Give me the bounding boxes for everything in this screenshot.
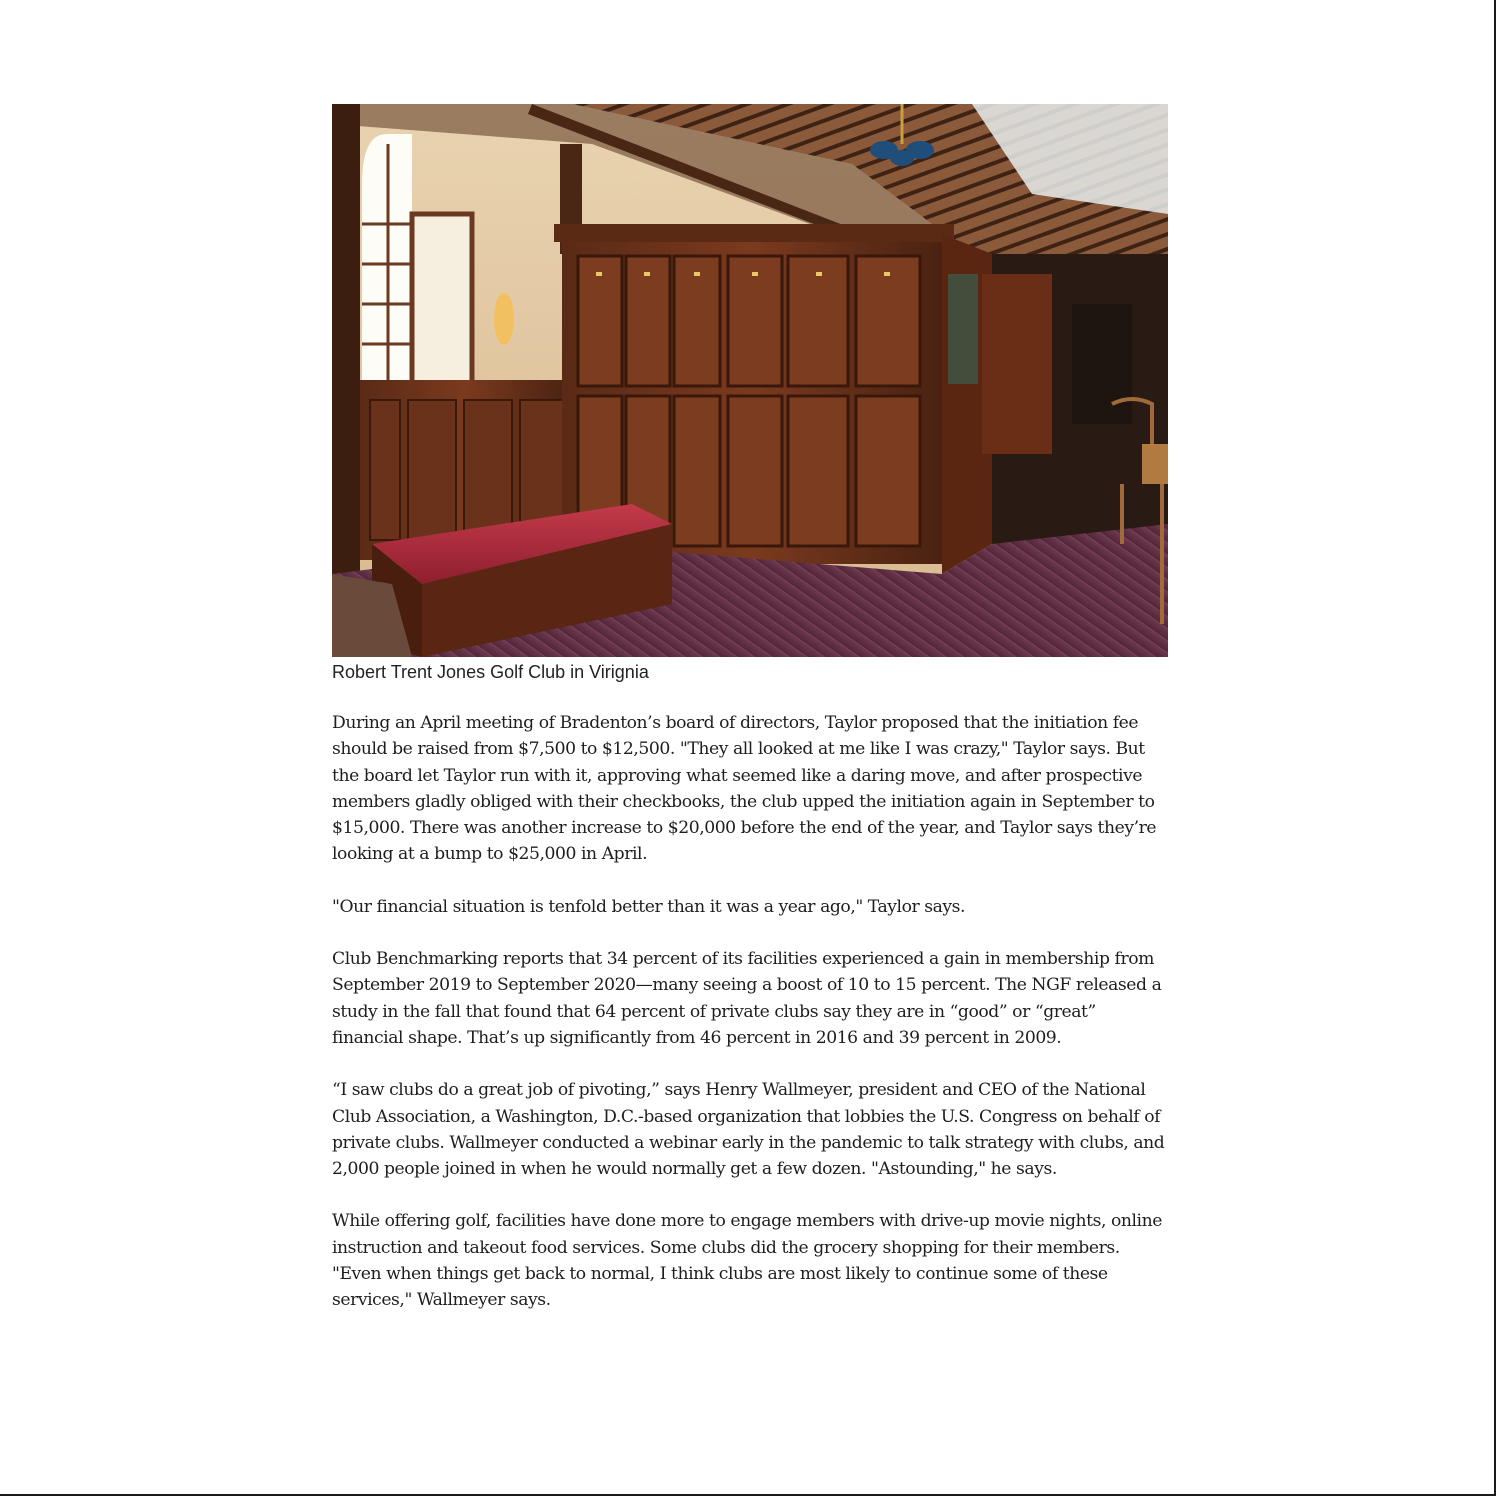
article-paragraph: During an April meeting of Bradenton’s board of directors, Taylor proposed that the initiation fee should be raised from $7,500 to $12,500. "They all looked at me like I was crazy," Taylor says. But the board let Taylor run with it, approving what seemed like a daring move, and after prospective members gladly obliged with their checkbooks, the club upped the initiation again in September to $15,000. There was another increase to $20,000 before the end of the year, and Taylor says they’re looking at a bump to $25,000 in April. — [332, 713, 1157, 865]
article-body — [332, 710, 1168, 1340]
locker-room-photo — [332, 104, 1168, 657]
photo-caption: Robert Trent Jones Golf Club in Virignia — [332, 662, 649, 682]
article-paragraph: While offering golf, facilities have done more to engage members with drive-up movie nights, online instruction and takeout food services. Some clubs did the grocery shopping for their members. "Even when things get back to normal, I think clubs are most likely to continue some of these services," Wallmeyer says. — [332, 1211, 1162, 1311]
article-paragraph: Club Benchmarking reports that 34 percent of its facilities experienced a gain in membership from September 2019 to September 2020—many seeing a boost of 10 to 15 percent. The NGF released a study in the fall that found that 64 percent of private clubs say they are in “good” or “great” financial shape. That’s up significantly from 46 percent in 2016 and 39 percent in 2009. — [332, 949, 1162, 1048]
article-paragraph: "Our financial situation is tenfold better than it was a year ago," Taylor says. — [332, 896, 966, 917]
article-paragraph: “I saw clubs do a great job of pivoting,” says Henry Wallmeyer, president and CEO of the National Club Association, a Washington, D.C.-based organization that lobbies the U.S. Congress on behalf of private clubs. Wallmeyer conducted a webinar early in the pandemic to talk strategy with clubs, and 2,000 people joined in when he would normally get a few dozen. "Astounding," he says. — [332, 1080, 1165, 1180]
